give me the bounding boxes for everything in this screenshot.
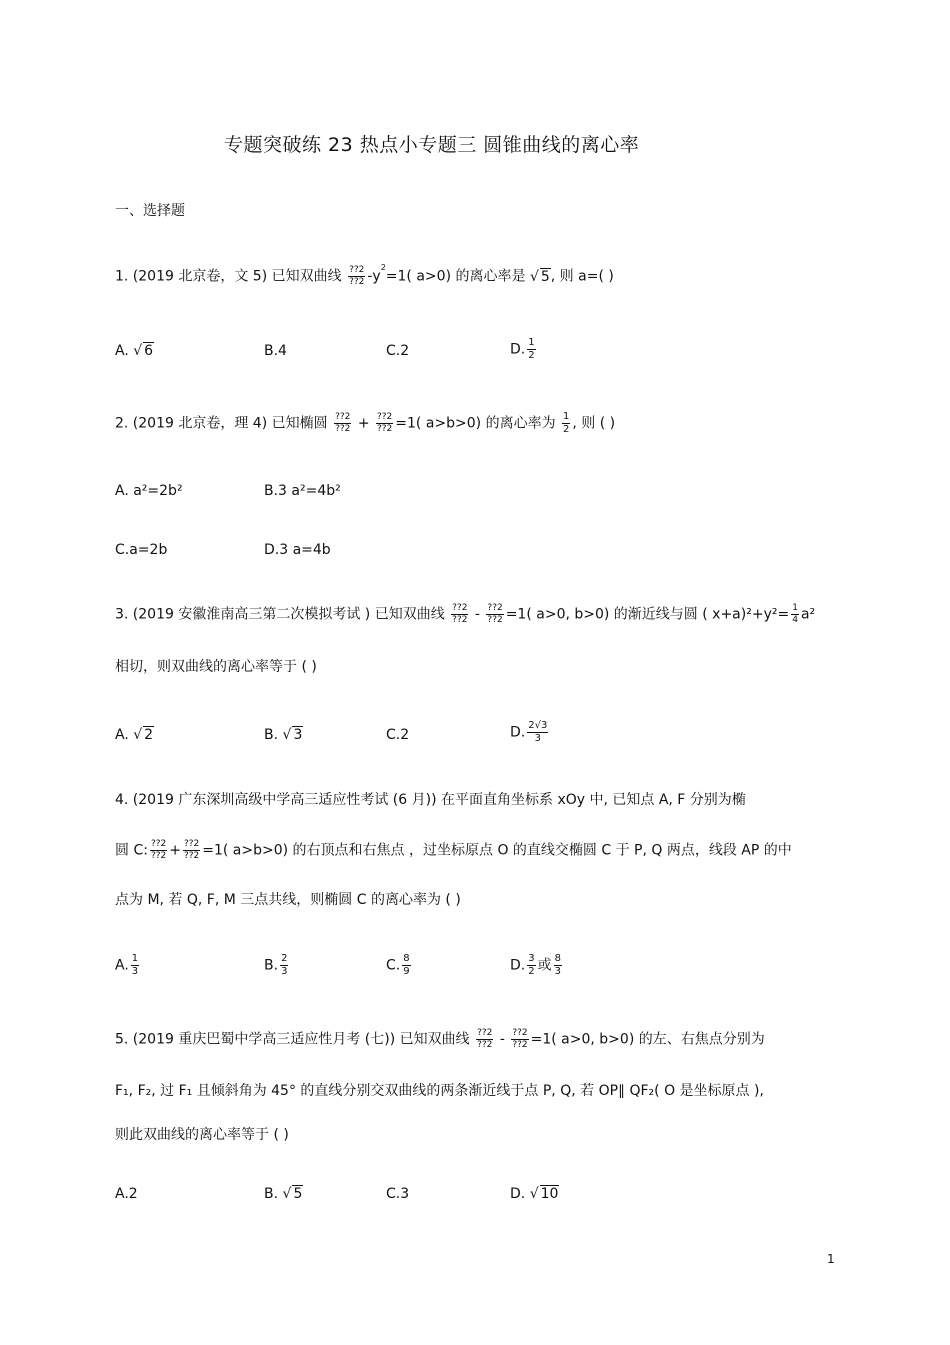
q5-option-b[interactable]: B. √ 5 <box>264 1186 303 1202</box>
q1-sqrt: √ 5 <box>529 268 550 285</box>
q5-option-d[interactable]: D. √ 10 <box>510 1186 559 1202</box>
q1-option-b[interactable]: B.4 <box>264 343 287 359</box>
question-1: 1. (2019 北京卷，文 5) 已知双曲线 $\frac{??2}{??2}$ $-y^2=1$( a>0) 的离心率是 √ 5, 则 a=( ) <box>115 263 614 287</box>
q2-option-d[interactable]: D.3 a=4b <box>264 542 331 558</box>
q2-option-a[interactable]: A. a²=2b² <box>115 483 183 499</box>
q3-option-c[interactable]: C.2 <box>386 727 410 743</box>
q4-line-3: 点为 M, 若 Q, F, M 三点共线，则椭圆 C 的离心率为 ( ) <box>115 892 461 908</box>
section-heading: 一、选择题 <box>115 203 185 219</box>
q5-option-a[interactable]: A.2 <box>115 1186 138 1202</box>
q4-option-d[interactable]: D. $\frac{3}{2}$ 或 $\frac{8}{3}$ <box>510 953 561 977</box>
q1-fraction: $\frac{??2}{??2}$ <box>349 265 365 287</box>
page-number: 1 <box>827 1252 835 1266</box>
q4-option-c[interactable]: C. $\frac{8}{9}$ <box>386 953 410 977</box>
question-2: 2. (2019 北京卷，理 4) 已知椭圆 $\frac{??2}{??2}$ + $\frac{??2}{??2}$ =1( a>b>0) 的离心率为 $\frac{1}{2}$ , 则 ( ) <box>115 411 616 435</box>
q1-option-c[interactable]: C.2 <box>386 343 410 359</box>
q3-option-b[interactable]: B. √ 3 <box>264 727 303 743</box>
question-5: 5. (2019 重庆巴蜀中学高三适应性月考 (七)) 已知双曲线 $\frac{??2}{??2}$ - $\frac{??2}{??2}$ =1( a>0, b>0) 的左、右焦点分别为 <box>115 1028 765 1050</box>
q1-text: 1. (2019 北京卷，文 5) 已知双曲线 <box>115 268 342 285</box>
q3-option-d[interactable]: D. $\frac{2√3}{3}$ <box>510 720 548 744</box>
q2-option-b[interactable]: B.3 a²=4b² <box>264 483 341 499</box>
question-3: 3. (2019 安徽淮南高三第二次模拟考试 ) 已知双曲线 $\frac{??2}{??2}$ - $\frac{??2}{??2}$ =1( a>0, b>0) 的渐近线与圆 ( x+a)²+y²= $\frac{1}{4}$ a² <box>115 603 816 625</box>
q1-option-d[interactable]: D. $\frac{1}{2}$ <box>510 337 535 361</box>
q1-option-a[interactable]: A. √ 6 <box>115 343 154 359</box>
q5-line-3: 则此双曲线的离心率等于 ( ) <box>115 1127 289 1143</box>
q4-line-1: 4. (2019 广东深圳高级中学高三适应性考试 (6 月)) 在平面直角坐标系 xOy 中, 已知点 A, F 分别为椭 <box>115 792 746 808</box>
q5-option-c[interactable]: C.3 <box>386 1186 410 1202</box>
q3-option-a[interactable]: A. √ 2 <box>115 727 154 743</box>
q2-option-c[interactable]: C.a=2b <box>115 542 168 558</box>
q5-line-2: F₁, F₂, 过 F₁ 且倾斜角为 45° 的直线分别交双曲线的两条渐近线于点 P, Q, 若 OP∥ QF₂( O 是坐标原点 ), <box>115 1083 764 1099</box>
q4-line-2: 圆 C: $\frac{??2}{??2}$ + $\frac{??2}{??2}$ =1( a>b>0) 的右顶点和右焦点 ，过坐标原点 O 的直线交椭圆 C 于 P, Q 两点，线段 AP 的中 <box>115 839 792 861</box>
page-title: 专题突破练 23 热点小专题三 圆锥曲线的离心率 <box>224 134 640 156</box>
q3-line-2: 相切，则双曲线的离心率等于 ( ) <box>115 659 317 675</box>
q4-option-b[interactable]: B. $\frac{2}{3}$ <box>264 953 288 977</box>
q4-option-a[interactable]: A. $\frac{1}{3}$ <box>115 953 139 977</box>
